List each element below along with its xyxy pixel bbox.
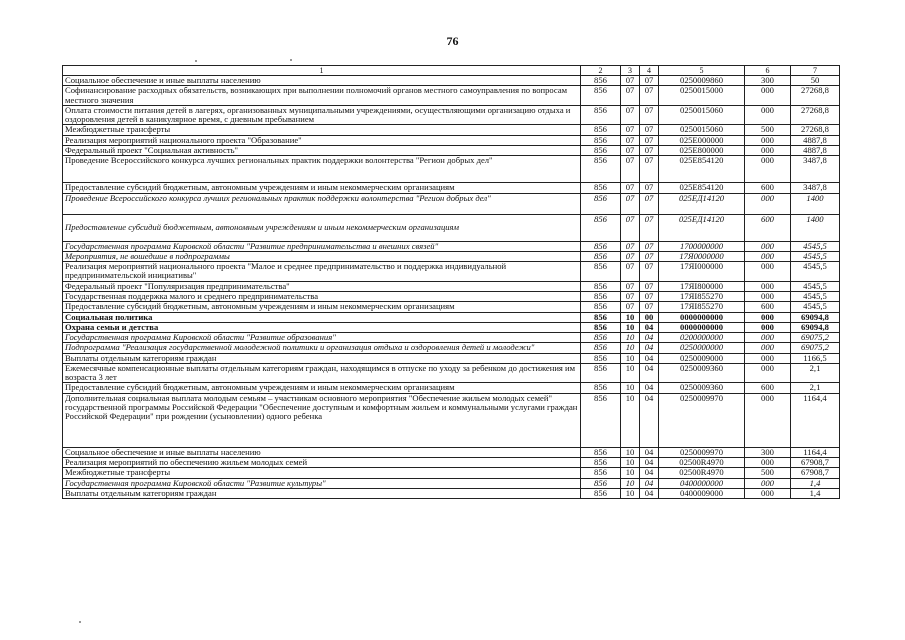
row-value-cell: 4887,8: [791, 145, 840, 155]
row-value-cell: 000: [745, 322, 791, 332]
table-row: [63, 447, 840, 457]
row-value-cell: 0250009360: [659, 363, 745, 383]
scan-speck: [79, 621, 81, 623]
row-value-cell: 000: [745, 478, 791, 488]
row-value-cell: 07: [621, 135, 640, 145]
row-value-cell: 600: [745, 183, 791, 193]
row-name-cell: Дополнительная социальная выплата молодым семьям – участникам основного мероприятия "Обеспечение жильем молодых семей" государственной программы Российской Федерации "Обеспечение доступным и комфортным жильем и коммунальными услугами граждан Российской Федерации" при рождении (усыновлении) одного ребенка: [63, 393, 581, 447]
table-row: [63, 214, 840, 241]
row-value-cell: 17ЯI855270: [659, 291, 745, 301]
row-value-cell: 07: [621, 251, 640, 261]
row-value-cell: 856: [581, 241, 621, 251]
row-value-cell: 856: [581, 291, 621, 301]
row-name-cell: Ежемесячные компенсационные выплаты отдельным категориям граждан, находящимся в отпуске по уходу за ребенком до достижения им возраста 3 лет: [63, 363, 581, 383]
row-value-cell: 27268,8: [791, 86, 840, 106]
row-value-cell: 69075,2: [791, 343, 840, 353]
row-value-cell: 04: [640, 322, 659, 332]
row-value-cell: 04: [640, 478, 659, 488]
row-name-cell: Социальное обеспечение и иные выплаты населению: [63, 76, 581, 86]
row-name-cell: Федеральный проект "Популяризация предпринимательства": [63, 281, 581, 291]
row-value-cell: 07: [621, 193, 640, 214]
row-value-cell: 10: [621, 322, 640, 332]
row-value-cell: 856: [581, 105, 621, 125]
row-name-cell: Оплата стоимости питания детей в лагерях, организованных муниципальными учреждениями, осуществляющими организацию отдыха и оздоровления детей в каникулярное время, с дневным пребыванием: [63, 105, 581, 125]
row-value-cell: 000: [745, 145, 791, 155]
table-row: [63, 302, 840, 312]
row-value-cell: 04: [640, 343, 659, 353]
table-row: [63, 193, 840, 214]
row-value-cell: 07: [621, 156, 640, 183]
row-value-cell: 000: [745, 458, 791, 468]
row-value-cell: 0250009360: [659, 383, 745, 393]
row-value-cell: 856: [581, 125, 621, 135]
row-name-cell: Подпрограмма "Реализация государственной молодежной политики и организация отдыха и оздоровления детей и молодежи": [63, 343, 581, 353]
row-value-cell: 856: [581, 183, 621, 193]
column-header: 6: [745, 66, 791, 76]
row-value-cell: 07: [621, 145, 640, 155]
row-value-cell: 000: [745, 312, 791, 322]
column-header: 2: [581, 66, 621, 76]
table-row: [63, 353, 840, 363]
row-value-cell: 4545,5: [791, 291, 840, 301]
table-row: [63, 291, 840, 301]
table-row: [63, 86, 840, 106]
row-value-cell: 025E854120: [659, 183, 745, 193]
table-row: [63, 333, 840, 343]
row-value-cell: 1164,4: [791, 447, 840, 457]
row-value-cell: 17Я0000000: [659, 251, 745, 261]
row-value-cell: 600: [745, 383, 791, 393]
row-value-cell: 07: [640, 105, 659, 125]
row-value-cell: 000: [745, 353, 791, 363]
row-value-cell: 17ЯI000000: [659, 262, 745, 282]
row-value-cell: 17ЯI855270: [659, 302, 745, 312]
row-value-cell: 04: [640, 383, 659, 393]
row-value-cell: 300: [745, 76, 791, 86]
row-value-cell: 07: [640, 291, 659, 301]
table-row: [63, 156, 840, 183]
row-value-cell: 07: [640, 193, 659, 214]
row-value-cell: 10: [621, 353, 640, 363]
row-value-cell: 0250009970: [659, 447, 745, 457]
row-value-cell: 17ЯI800000: [659, 281, 745, 291]
column-header: 5: [659, 66, 745, 76]
row-value-cell: 1400: [791, 214, 840, 241]
table-row: [63, 125, 840, 135]
row-name-cell: Проведение Всероссийского конкурса лучших региональных практик поддержки волонтерства "Регион добрых дел": [63, 156, 581, 183]
row-value-cell: 00: [640, 312, 659, 322]
row-value-cell: 856: [581, 251, 621, 261]
row-value-cell: 07: [621, 105, 640, 125]
row-value-cell: 07: [621, 86, 640, 106]
row-value-cell: 07: [621, 302, 640, 312]
row-value-cell: 4545,5: [791, 302, 840, 312]
row-value-cell: 04: [640, 447, 659, 457]
row-value-cell: 025E854120: [659, 156, 745, 183]
row-value-cell: 000: [745, 86, 791, 106]
row-value-cell: 025EД14120: [659, 193, 745, 214]
row-value-cell: 856: [581, 193, 621, 214]
row-value-cell: 07: [640, 251, 659, 261]
row-name-cell: Предоставление субсидий бюджетным, автономным учреждениям и иным некоммерческим организациям: [63, 302, 581, 312]
row-value-cell: 07: [640, 145, 659, 155]
row-name-cell: Социальное обеспечение и иные выплаты населению: [63, 447, 581, 457]
table-row: [63, 488, 840, 498]
row-value-cell: 1166,5: [791, 353, 840, 363]
row-name-cell: Предоставление субсидий бюджетным, автономным учреждениям и иным некоммерческим организациям: [63, 183, 581, 193]
row-value-cell: 10: [621, 383, 640, 393]
row-value-cell: 07: [640, 262, 659, 282]
row-name-cell: Государственная программа Кировской области "Развитие образования": [63, 333, 581, 343]
row-value-cell: 4545,5: [791, 262, 840, 282]
row-value-cell: 07: [640, 281, 659, 291]
table-row: [63, 478, 840, 488]
row-value-cell: 856: [581, 322, 621, 332]
table-row: [63, 343, 840, 353]
row-value-cell: 0250009970: [659, 393, 745, 447]
row-value-cell: 07: [640, 86, 659, 106]
row-value-cell: 856: [581, 86, 621, 106]
row-name-cell: Межбюджетные трансферты: [63, 125, 581, 135]
table-row: [63, 183, 840, 193]
row-value-cell: 4545,5: [791, 241, 840, 251]
row-name-cell: Предоставление субсидий бюджетным, автономным учреждениям и иным некоммерческим организациям: [63, 214, 581, 241]
row-value-cell: 07: [621, 125, 640, 135]
row-name-cell: Межбюджетные трансферты: [63, 468, 581, 478]
table-row: [63, 468, 840, 478]
table-row: [63, 322, 840, 332]
table-row: [63, 262, 840, 282]
row-value-cell: 000: [745, 262, 791, 282]
table-row: [63, 312, 840, 322]
row-name-cell: Реализация мероприятий национального проекта "Образование": [63, 135, 581, 145]
row-value-cell: 856: [581, 262, 621, 282]
row-value-cell: 1,4: [791, 478, 840, 488]
row-value-cell: 000: [745, 251, 791, 261]
row-value-cell: 10: [621, 312, 640, 322]
page-number: 76: [446, 34, 459, 48]
row-value-cell: 025E800000: [659, 145, 745, 155]
row-value-cell: 07: [621, 183, 640, 193]
row-value-cell: 0250015000: [659, 86, 745, 106]
row-value-cell: 856: [581, 145, 621, 155]
row-value-cell: 856: [581, 214, 621, 241]
row-value-cell: 10: [621, 333, 640, 343]
row-name-cell: Выплаты отдельным категориям граждан: [63, 353, 581, 363]
row-value-cell: 856: [581, 478, 621, 488]
scan-speck: [290, 59, 292, 61]
row-value-cell: 27268,8: [791, 125, 840, 135]
column-header: 1: [63, 66, 581, 76]
row-value-cell: 0000000000: [659, 322, 745, 332]
row-value-cell: 856: [581, 363, 621, 383]
row-value-cell: 500: [745, 125, 791, 135]
row-value-cell: 856: [581, 343, 621, 353]
row-value-cell: 4545,5: [791, 251, 840, 261]
row-value-cell: 1164,4: [791, 393, 840, 447]
row-value-cell: 300: [745, 447, 791, 457]
row-value-cell: 856: [581, 353, 621, 363]
row-value-cell: 000: [745, 105, 791, 125]
row-value-cell: 856: [581, 333, 621, 343]
row-value-cell: 000: [745, 488, 791, 498]
table-row: [63, 393, 840, 447]
row-value-cell: 500: [745, 468, 791, 478]
row-name-cell: Предоставление субсидий бюджетным, автономным учреждениям и иным некоммерческим организациям: [63, 383, 581, 393]
row-name-cell: Государственная поддержка малого и среднего предпринимательства: [63, 291, 581, 301]
row-value-cell: 02500R4970: [659, 458, 745, 468]
row-value-cell: 000: [745, 241, 791, 251]
row-value-cell: 0250000000: [659, 343, 745, 353]
row-value-cell: 1700000000: [659, 241, 745, 251]
row-value-cell: 000: [745, 135, 791, 145]
row-value-cell: 27268,8: [791, 105, 840, 125]
row-value-cell: 07: [640, 302, 659, 312]
row-value-cell: 10: [621, 468, 640, 478]
row-value-cell: 856: [581, 488, 621, 498]
row-value-cell: 02500R4970: [659, 468, 745, 478]
row-value-cell: 025E000000: [659, 135, 745, 145]
row-value-cell: 04: [640, 353, 659, 363]
scan-speck: [195, 60, 197, 62]
row-name-cell: Государственная программа Кировской области "Развитие предпринимательства и внешних связей": [63, 241, 581, 251]
row-value-cell: 000: [745, 193, 791, 214]
table-row: [63, 76, 840, 86]
row-value-cell: 69094,8: [791, 322, 840, 332]
row-value-cell: 856: [581, 458, 621, 468]
column-header: 3: [621, 66, 640, 76]
column-header: 4: [640, 66, 659, 76]
row-value-cell: 04: [640, 458, 659, 468]
row-value-cell: 10: [621, 343, 640, 353]
budget-table: [62, 65, 840, 499]
row-name-cell: Софинансирование расходных обязательств, возникающих при выполнении полномочий органов местного самоуправления по вопросам местного значения: [63, 86, 581, 106]
column-header: 7: [791, 66, 840, 76]
row-name-cell: Социальная политика: [63, 312, 581, 322]
row-name-cell: Федеральный проект "Социальная активность": [63, 145, 581, 155]
row-value-cell: 856: [581, 312, 621, 322]
row-name-cell: Реализация мероприятий национального проекта "Малое и среднее предпринимательство и поддержка индивидуальной предпринимательской инициативы": [63, 262, 581, 282]
row-value-cell: 4545,5: [791, 281, 840, 291]
row-name-cell: Реализация мероприятий по обеспечению жильем молодых семей: [63, 458, 581, 468]
row-value-cell: 856: [581, 383, 621, 393]
row-value-cell: 1,4: [791, 488, 840, 498]
row-value-cell: 856: [581, 393, 621, 447]
table-header-row: [63, 66, 840, 76]
row-value-cell: 04: [640, 363, 659, 383]
row-value-cell: 0250015060: [659, 125, 745, 135]
row-value-cell: 0200000000: [659, 333, 745, 343]
row-value-cell: 07: [640, 241, 659, 251]
row-value-cell: 600: [745, 302, 791, 312]
row-value-cell: 04: [640, 488, 659, 498]
row-value-cell: 856: [581, 76, 621, 86]
row-value-cell: 07: [640, 125, 659, 135]
row-value-cell: 10: [621, 478, 640, 488]
row-value-cell: 07: [621, 281, 640, 291]
row-name-cell: Государственная программа Кировской области "Развитие культуры": [63, 478, 581, 488]
table-row: [63, 363, 840, 383]
table-row: [63, 281, 840, 291]
row-value-cell: 67908,7: [791, 468, 840, 478]
row-value-cell: 10: [621, 458, 640, 468]
row-value-cell: 3487,8: [791, 183, 840, 193]
table-row: [63, 458, 840, 468]
row-value-cell: 07: [640, 135, 659, 145]
row-value-cell: 3487,8: [791, 156, 840, 183]
row-value-cell: 856: [581, 468, 621, 478]
row-value-cell: 07: [640, 156, 659, 183]
row-value-cell: 0400009000: [659, 488, 745, 498]
row-name-cell: Мероприятия, не вошедшие в подпрограммы: [63, 251, 581, 261]
row-value-cell: 856: [581, 281, 621, 291]
row-value-cell: 07: [621, 214, 640, 241]
row-value-cell: 07: [621, 241, 640, 251]
row-value-cell: 10: [621, 393, 640, 447]
table-row: [63, 383, 840, 393]
row-value-cell: 856: [581, 135, 621, 145]
row-value-cell: 600: [745, 214, 791, 241]
row-value-cell: 69094,8: [791, 312, 840, 322]
row-name-cell: Охрана семьи и детства: [63, 322, 581, 332]
table-row: [63, 251, 840, 261]
row-value-cell: 07: [640, 183, 659, 193]
row-value-cell: 10: [621, 363, 640, 383]
row-name-cell: Проведение Всероссийского конкурса лучших региональных практик поддержки волонтерства "Регион добрых дел": [63, 193, 581, 214]
row-value-cell: 04: [640, 333, 659, 343]
row-value-cell: 0250015060: [659, 105, 745, 125]
row-value-cell: 000: [745, 343, 791, 353]
row-value-cell: 4887,8: [791, 135, 840, 145]
row-value-cell: 07: [621, 76, 640, 86]
row-value-cell: 04: [640, 468, 659, 478]
row-value-cell: 0250009860: [659, 76, 745, 86]
row-value-cell: 000: [745, 333, 791, 343]
row-value-cell: 0400000000: [659, 478, 745, 488]
row-value-cell: 000: [745, 363, 791, 383]
row-value-cell: 2,1: [791, 363, 840, 383]
row-value-cell: 025EД14120: [659, 214, 745, 241]
row-value-cell: 07: [640, 76, 659, 86]
row-value-cell: 07: [621, 262, 640, 282]
row-value-cell: 856: [581, 447, 621, 457]
row-value-cell: 10: [621, 488, 640, 498]
row-value-cell: 000: [745, 281, 791, 291]
table-row: [63, 105, 840, 125]
row-value-cell: 07: [640, 214, 659, 241]
row-value-cell: 69075,2: [791, 333, 840, 343]
row-value-cell: 2,1: [791, 383, 840, 393]
row-value-cell: 000: [745, 291, 791, 301]
row-value-cell: 0250009000: [659, 353, 745, 363]
row-value-cell: 07: [621, 291, 640, 301]
row-value-cell: 0000000000: [659, 312, 745, 322]
row-value-cell: 50: [791, 76, 840, 86]
row-value-cell: 67908,7: [791, 458, 840, 468]
row-value-cell: 1400: [791, 193, 840, 214]
table-row: [63, 241, 840, 251]
row-value-cell: 10: [621, 447, 640, 457]
row-name-cell: Выплаты отдельным категориям граждан: [63, 488, 581, 498]
table-row: [63, 135, 840, 145]
row-value-cell: 856: [581, 302, 621, 312]
row-value-cell: 04: [640, 393, 659, 447]
table-row: [63, 145, 840, 155]
row-value-cell: 000: [745, 393, 791, 447]
row-value-cell: 000: [745, 156, 791, 183]
row-value-cell: 856: [581, 156, 621, 183]
